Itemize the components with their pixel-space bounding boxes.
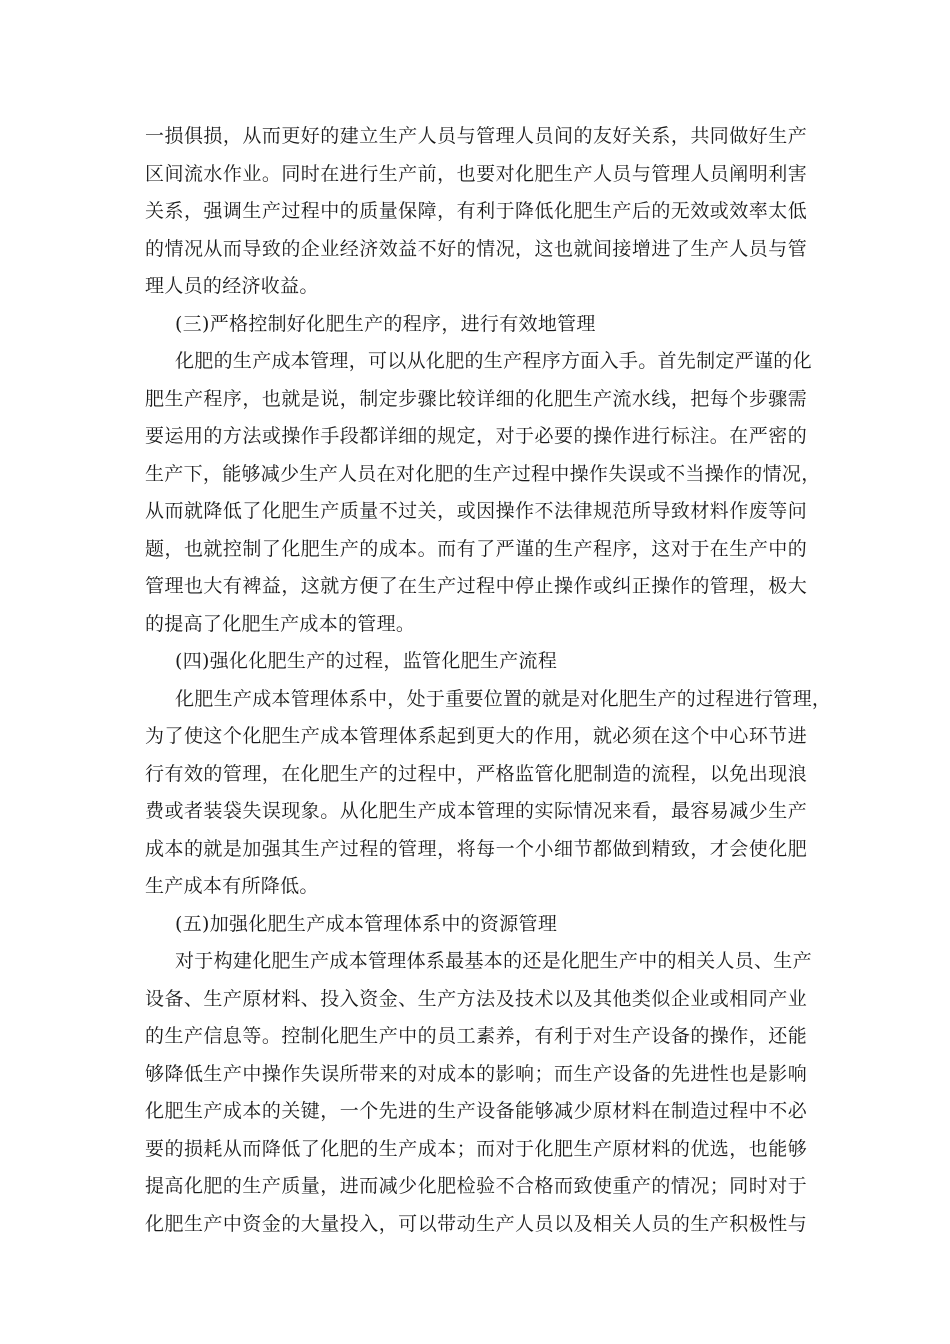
body-text-line: 的生产信息等。控制化肥生产中的员工素养，有利于对生产设备的操作，还能 [145, 1025, 807, 1047]
body-text-line: 区间流水作业。同时在进行生产前，也要对化肥生产人员与管理人员阐明利害 [145, 162, 807, 185]
body-text-line: 化肥生产中资金的大量投入，可以带动生产人员以及相关人员的生产积极性与 [145, 1212, 807, 1235]
body-text-line: 肥生产程序，也就是说，制定步骤比较详细的化肥生产流水线，把每个步骤需 [145, 387, 807, 410]
body-text-line: 化肥生产成本管理体系中，处于重要位置的就是对化肥生产的过程进行管理， [175, 687, 832, 710]
section-heading: (三)严格控制好化肥生产的程序，进行有效地管理 [175, 312, 596, 335]
body-text-line: 成本的就是加强其生产过程的管理，将每一个小细节都做到精致，才会使化肥 [145, 837, 807, 860]
body-text-line: 提高化肥的生产质量，进而减少化肥检验不合格而致使重产的情况；同时对于 [145, 1175, 807, 1197]
body-text-line: 要运用的方法或操作手段都详细的规定，对于必要的操作进行标注。在严密的 [145, 425, 807, 447]
section-heading: (五)加强化肥生产成本管理体系中的资源管理 [175, 912, 558, 935]
body-text-line: 化肥的生产成本管理，可以从化肥的生产程序方面入手。首先制定严谨的化 [175, 350, 812, 372]
body-text-line: 生产成本有所降低。 [145, 875, 319, 897]
body-text-line: 化肥生产成本的关键，一个先进的生产设备能够减少原材料在制造过程中不必 [145, 1100, 807, 1122]
body-text-line: 要的损耗从而降低了化肥的生产成本；而对于化肥生产原材料的优选，也能够 [145, 1137, 807, 1160]
body-text-line: 题，也就控制了化肥生产的成本。而有了严谨的生产程序，这对于在生产中的 [145, 537, 807, 560]
body-text-line: 理人员的经济收益。 [145, 275, 319, 297]
body-text-line: 对于构建化肥生产成本管理体系最基本的还是化肥生产中的相关人员、生产 [175, 950, 812, 972]
body-text-line: 一损俱损，从而更好的建立生产人员与管理人员间的友好关系，共同做好生产 [145, 125, 807, 147]
body-text-line: 设备、生产原材料、投入资金、生产方法及技术以及其他类似企业或相同产业 [145, 987, 807, 1010]
body-text-line: 从而就降低了化肥生产质量不过关，或因操作不法律规范所导致材料作废等问 [145, 500, 807, 522]
body-text-line: 为了使这个化肥生产成本管理体系起到更大的作用，就必须在这个中心环节进 [145, 725, 807, 747]
body-text-line: 费或者装袋失误现象。从化肥生产成本管理的实际情况来看，最容易减少生产 [145, 800, 807, 822]
body-text-line: 够降低生产中操作失误所带来的对成本的影响；而生产设备的先进性也是影响 [145, 1062, 807, 1085]
section-heading: (四)强化化肥生产的过程，监管化肥生产流程 [175, 650, 558, 672]
body-text-line: 关系，强调生产过程中的质量保障，有利于降低化肥生产后的无效或效率太低 [145, 200, 807, 222]
document-body [145, 118, 832, 1243]
body-text-line: 的情况从而导致的企业经济效益不好的情况，这也就间接增进了生产人员与管 [145, 237, 807, 260]
body-text-line: 生产下，能够减少生产人员在对化肥的生产过程中操作失误或不当操作的情况， [145, 462, 821, 485]
body-text-line: 管理也大有裨益，这就方便了在生产过程中停止操作或纠正操作的管理，极大 [145, 575, 807, 597]
body-text-line: 行有效的管理，在化肥生产的过程中，严格监管化肥制造的流程，以免出现浪 [145, 762, 807, 785]
body-text-line: 的提高了化肥生产成本的管理。 [145, 612, 416, 635]
